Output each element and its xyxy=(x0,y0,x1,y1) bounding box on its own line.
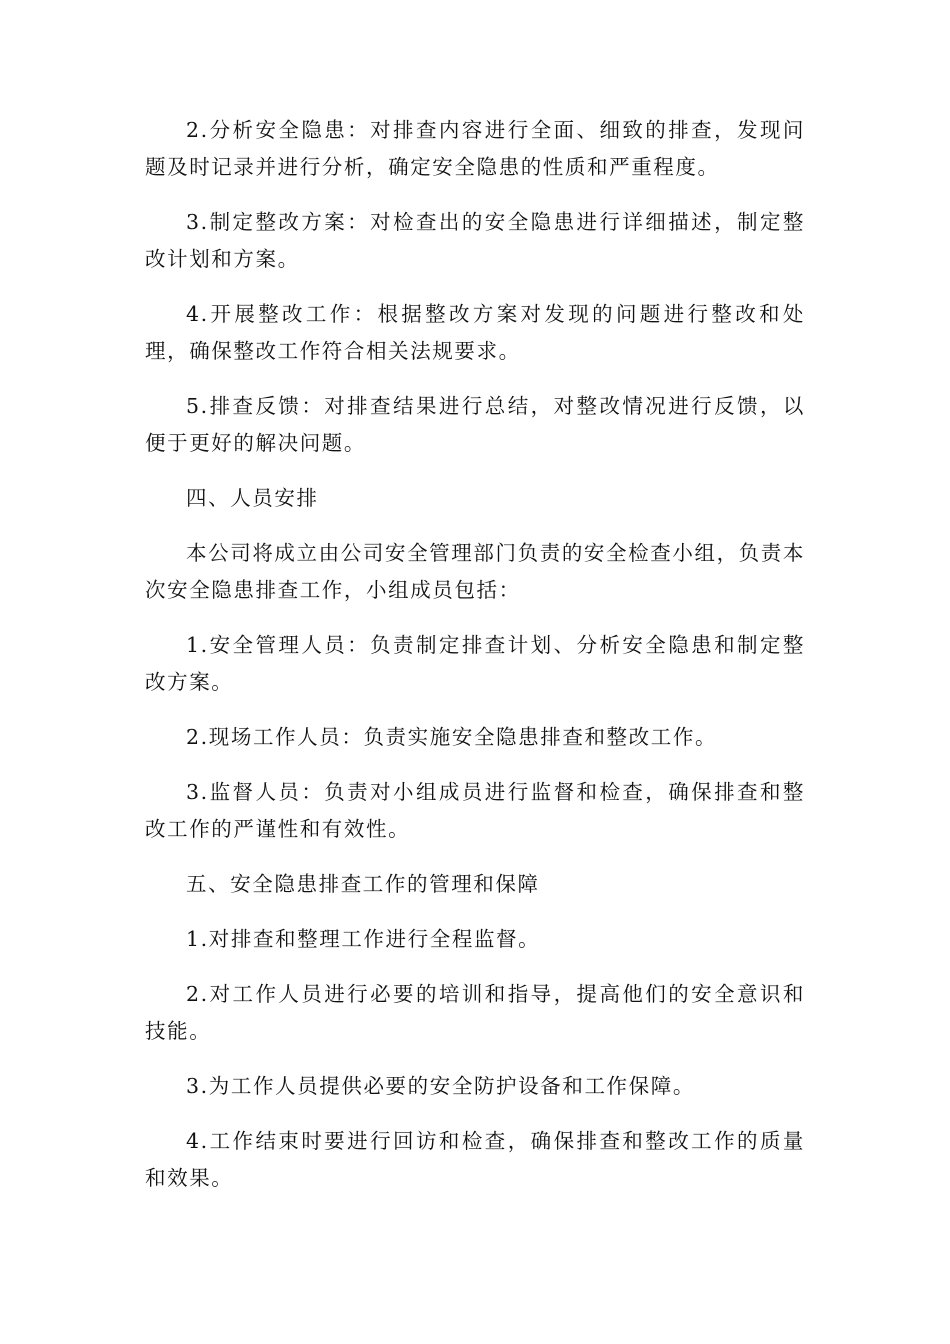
paragraph-analyze-hazards: 2.分析安全隐患：对排查内容进行全面、细致的排查，发现问题及时记录并进行分析，确定安全隐患的性质和严重程度。 xyxy=(145,118,805,179)
document-body xyxy=(145,112,805,1215)
paragraph-inspection-team: 本公司将成立由公司安全管理部门负责的安全检查小组，负责本次安全隐患排查工作，小组成员包括： xyxy=(145,541,805,602)
paragraph-rectification-plan: 3.制定整改方案：对检查出的安全隐患进行详细描述，制定整改计划和方案。 xyxy=(145,210,805,271)
paragraph-follow-up: 4.工作结束时要进行回访和检查，确保排查和整改工作的质量和效果。 xyxy=(145,1129,805,1190)
paragraph-training: 2.对工作人员进行必要的培训和指导，提高他们的安全意识和技能。 xyxy=(145,982,805,1043)
section-heading-management: 五、安全隐患排查工作的管理和保障 xyxy=(186,872,540,896)
paragraph-rectification-work: 4.开展整改工作：根据整改方案对发现的问题进行整改和处理，确保整改工作符合相关法规要求。 xyxy=(145,302,805,363)
section-heading-staffing: 四、人员安排 xyxy=(186,486,319,510)
paragraph-full-supervision: 1.对排查和整理工作进行全程监督。 xyxy=(186,927,541,951)
paragraph-feedback: 5.排查反馈：对排查结果进行总结，对整改情况进行反馈，以便于更好的解决问题。 xyxy=(145,394,805,455)
paragraph-site-workers: 2.现场工作人员：负责实施安全隐患排查和整改工作。 xyxy=(186,725,718,749)
paragraph-safety-managers: 1.安全管理人员：负责制定排查计划、分析安全隐患和制定整改方案。 xyxy=(145,633,805,694)
paragraph-protective-equipment: 3.为工作人员提供必要的安全防护设备和工作保障。 xyxy=(186,1074,695,1098)
paragraph-supervisors: 3.监督人员：负责对小组成员进行监督和检查，确保排查和整改工作的严谨性和有效性。 xyxy=(145,780,805,841)
